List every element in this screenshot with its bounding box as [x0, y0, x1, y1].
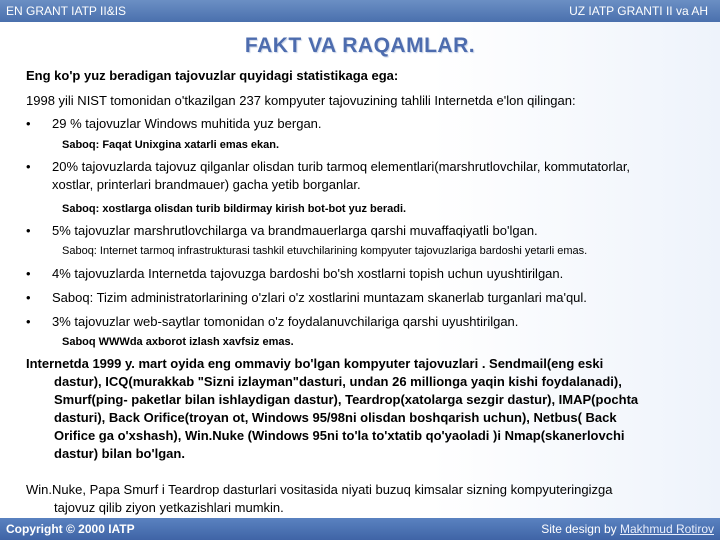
- lesson-note: Saboq: Internet tarmoq infrastrukturasi tashkil etuvchilarining kompyuter tajovuzlariga bardoshi yetarli emas.: [62, 245, 588, 257]
- bullet-text-line1: 20% tajovuzlarda tajovuz qilganlar olisdan turib tarmoq elementlari(marshrutlovchilar, kommutatorlar,: [52, 159, 631, 174]
- slide-content: [0, 22, 720, 518]
- intro-text: Eng ko'p yuz beradigan tajovuzlar quyidagi statistikaga ega:: [26, 68, 399, 83]
- lesson-note: Saboq: xostlarga olisdan turib bildirmay kirish bot-bot yuz beradi.: [62, 203, 407, 215]
- bullet-dot: •: [26, 290, 31, 305]
- paragraph-line: Smurf(ping- paketlar bilan ishlaydigan dastur), Teardrop(xatolarga sezgir dastur), IMAP(pochta: [54, 392, 639, 407]
- header-left-label: EN GRANT IATP II&IS: [6, 4, 127, 18]
- bullet-text: 29 % tajovuzlar Windows muhitida yuz bergan.: [52, 116, 322, 131]
- bullet-text-line2: xostlar, printerlari brandmauer) gacha yetib borganlar.: [52, 177, 361, 192]
- nist-text: 1998 yili NIST tomonidan o'tkazilgan 237 kompyuter tajovuzining tahlili Internetda e'lon qilingan:: [26, 93, 576, 108]
- bullet-text: 5% tajovuzlar marshrutlovchilarga va brandmauerlarga qarshi muvaffaqiyatli bo'lgan.: [52, 223, 538, 238]
- bullet-dot: •: [26, 116, 31, 131]
- top-bar: [0, 0, 720, 22]
- bullet-dot: •: [26, 266, 31, 281]
- paragraph-line: Orifice ga o'xshash), Win.Nuke (Windows 95ni to'la to'xtatib qo'yaoladi )i Nmap(skanerlovchi: [54, 428, 625, 443]
- paragraph-line: dastur) bilan bo'lgan.: [54, 446, 185, 461]
- paragraph-line: dasturi), Back Orifice(troyan ot, Windows 95/98ni olisdan boshqarish uchun), Netbus( Back: [54, 410, 617, 425]
- bullet-text: 3% tajovuzlar web-saytlar tomonidan o'z foydalanuvchilariga qarshi uyushtirilgan.: [52, 314, 519, 329]
- copyright-text: Copyright © 2000 IATP: [6, 522, 135, 536]
- paragraph-line: tajovuz qilib ziyon yetkazishlari mumkin.: [54, 500, 284, 515]
- internet-1999-paragraph: [26, 355, 696, 463]
- footer-bar: [0, 518, 720, 540]
- lesson-note: Saboq: Faqat Unixgina xatarli emas ekan.: [62, 139, 280, 151]
- bullet-dot: •: [26, 314, 31, 329]
- bullet-text: 4% tajovuzlarda Internetda tajovuzga bardoshi bo'sh xostlarni topish uchun uyushtirilgan.: [52, 266, 564, 281]
- header-right-label: UZ IATP GRANTI II va AH: [569, 4, 708, 18]
- bullet-text: Saboq: Tizim administratorlarining o'zlari o'z xostlarini muntazam skanerlab turganlari ma'qul.: [52, 290, 587, 305]
- paragraph-line: Internetda 1999 y. mart oyida eng ommaviy bo'lgan kompyuter tajovuzlari . Sendmail(eng eski: [26, 356, 604, 371]
- bullet-dot: •: [26, 159, 31, 174]
- site-design-credit: [541, 522, 714, 536]
- slide-title: FAKT VA RAQAMLAR.: [244, 34, 476, 57]
- paragraph-line: dastur), ICQ(murakkab "Sizni izlayman"dasturi, undan 26 millionga yaqin kishi foydalanadi),: [54, 374, 622, 389]
- lesson-note: Saboq WWWda axborot izlash xavfsiz emas.: [62, 336, 294, 348]
- closing-paragraph: [26, 481, 696, 517]
- author-link[interactable]: Makhmud Rotirov: [619, 522, 714, 536]
- bullet-dot: •: [26, 223, 31, 238]
- paragraph-line: Win.Nuke, Papa Smurf i Teardrop dasturlari vositasida niyati buzuq kimsalar sizning kompyuteringizga: [26, 482, 613, 497]
- design-prefix: Site design by: [541, 522, 620, 536]
